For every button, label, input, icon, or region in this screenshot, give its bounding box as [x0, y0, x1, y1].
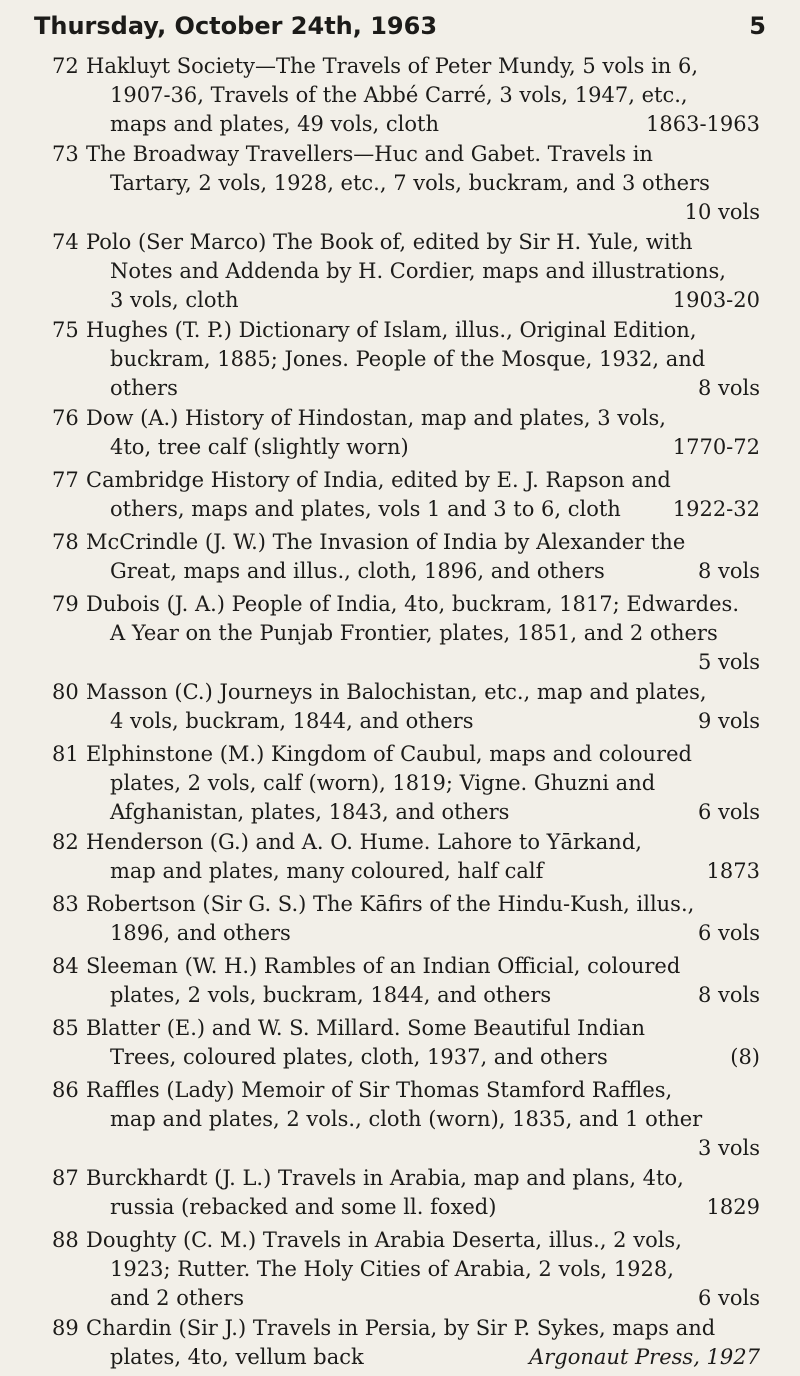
lot-description-line-1: McCrindle (J. W.) The Invasion of India by Alexander the — [86, 530, 686, 554]
lot-number: 75 — [52, 318, 79, 342]
lot-description-line-1: Polo (Ser Marco) The Book of, edited by Sir H. Yule, with — [86, 230, 693, 254]
lot-description-line-2: Great, maps and illus., cloth, 1896, and others — [110, 559, 605, 583]
lot-description-line-3: and 2 others — [110, 1286, 245, 1310]
lot-date-or-volumes: Argonaut Press, 1927 — [529, 1345, 760, 1369]
lot-number: 82 — [52, 830, 79, 854]
lot-entry — [0, 316, 800, 404]
lot-description-line-2: A Year on the Punjab Frontier, plates, 1851, and 2 others — [110, 621, 718, 645]
lot-description-line-2: 4 vols, buckram, 1844, and others — [110, 709, 474, 733]
lot-description-line-2: plates, 2 vols, buckram, 1844, and others — [110, 983, 552, 1007]
lot-date-or-volumes: 3 vols — [697, 1136, 760, 1160]
lot-entry — [0, 1314, 800, 1376]
lot-entry — [0, 1226, 800, 1314]
lot-date-or-volumes: 8 vols — [697, 983, 760, 1007]
lot-description-line-3: 3 vols, cloth — [110, 288, 239, 312]
lot-entry — [0, 404, 800, 466]
lot-number: 83 — [52, 892, 79, 916]
lot-date-or-volumes: 1829 — [706, 1195, 760, 1219]
lot-entry — [0, 1164, 800, 1226]
lot-date-or-volumes: 10 vols — [684, 200, 760, 224]
lot-number: 76 — [52, 406, 79, 430]
lot-description-line-2: others, maps and plates, vols 1 and 3 to 6, cloth — [110, 497, 621, 521]
lot-description-line-1: Hakluyt Society—The Travels of Peter Mundy, 5 vols in 6, — [86, 54, 699, 78]
lot-date-or-volumes: 1770-72 — [672, 435, 760, 459]
page-number: 5 — [749, 12, 766, 40]
lot-number: 73 — [52, 142, 79, 166]
lot-date-or-volumes: 6 vols — [697, 921, 760, 945]
lot-entry — [0, 890, 800, 952]
lot-entry — [0, 952, 800, 1014]
lot-number: 78 — [52, 530, 79, 554]
lot-description-line-1: Robertson (Sir G. S.) The Kāfirs of the Hindu-Kush, illus., — [86, 892, 695, 916]
lot-number: 89 — [52, 1316, 79, 1340]
page-header — [0, 6, 800, 52]
lot-description-line-1: Cambridge History of India, edited by E. J. Rapson and — [86, 468, 671, 492]
lot-description-line-3: maps and plates, 49 vols, cloth — [110, 112, 439, 136]
lot-date-or-volumes: 9 vols — [697, 709, 760, 733]
lot-description-line-2: 1896, and others — [110, 921, 291, 945]
lot-description-line-1: Raffles (Lady) Memoir of Sir Thomas Stamford Raffles, — [86, 1078, 673, 1102]
lot-number: 85 — [52, 1016, 79, 1040]
lot-entry — [0, 1014, 800, 1076]
lot-description-line-2: Tartary, 2 vols, 1928, etc., 7 vols, buckram, and 3 others — [110, 171, 710, 195]
lot-entry — [0, 828, 800, 890]
lot-description-line-2: buckram, 1885; Jones. People of the Mosque, 1932, and — [110, 347, 706, 371]
lot-entry — [0, 740, 800, 828]
lot-description-line-2: 1923; Rutter. The Holy Cities of Arabia, 2 vols, 1928, — [110, 1257, 674, 1281]
lot-number: 87 — [52, 1166, 79, 1190]
lot-description-line-1: The Broadway Travellers—Huc and Gabet. Travels in — [86, 142, 653, 166]
lot-date-or-volumes: (8) — [730, 1045, 760, 1069]
lot-description-line-1: Burckhardt (J. L.) Travels in Arabia, map and plans, 4to, — [86, 1166, 684, 1190]
lot-number: 74 — [52, 230, 79, 254]
lot-entry — [0, 466, 800, 528]
lot-date-or-volumes: 8 vols — [697, 559, 760, 583]
lot-description-line-2: 4to, tree calf (slightly worn) — [110, 435, 409, 459]
lot-description-line-2: 1907-36, Travels of the Abbé Carré, 3 vols, 1947, etc., — [110, 83, 688, 107]
lot-entry — [0, 228, 800, 316]
lot-description-line-1: Doughty (C. M.) Travels in Arabia Deserta, illus., 2 vols, — [86, 1228, 682, 1252]
lot-description-line-1: Dubois (J. A.) People of India, 4to, buckram, 1817; Edwardes. — [86, 592, 740, 616]
lot-description-line-2: Trees, coloured plates, cloth, 1937, and others — [110, 1045, 608, 1069]
lot-entry — [0, 678, 800, 740]
lot-description-line-3: others — [110, 376, 178, 400]
lot-description-line-1: Hughes (T. P.) Dictionary of Islam, illus., Original Edition, — [86, 318, 697, 342]
lot-date-or-volumes: 6 vols — [697, 800, 760, 824]
lot-number: 81 — [52, 742, 79, 766]
lot-description-line-1: Elphinstone (M.) Kingdom of Caubul, maps and coloured — [86, 742, 692, 766]
lot-entry — [0, 52, 800, 140]
lot-description-line-1: Masson (C.) Journeys in Balochistan, etc., map and plates, — [86, 680, 707, 704]
lot-date-or-volumes: 5 vols — [697, 650, 760, 674]
lot-number: 88 — [52, 1228, 79, 1252]
lot-description-line-1: Henderson (G.) and A. O. Hume. Lahore to Yārkand, — [86, 830, 642, 854]
lot-date-or-volumes: 1922-32 — [672, 497, 760, 521]
lot-description-line-2: map and plates, many coloured, half calf — [110, 859, 544, 883]
lot-date-or-volumes: 1863-1963 — [646, 112, 760, 136]
lot-number: 80 — [52, 680, 79, 704]
lot-date-or-volumes: 1873 — [706, 859, 760, 883]
lot-description-line-2: map and plates, 2 vols., cloth (worn), 1835, and 1 other — [110, 1107, 703, 1131]
lot-date-or-volumes: 1903-20 — [672, 288, 760, 312]
lot-entry — [0, 590, 800, 678]
lot-description-line-1: Dow (A.) History of Hindostan, map and plates, 3 vols, — [86, 406, 666, 430]
lot-description-line-1: Sleeman (W. H.) Rambles of an Indian Official, coloured — [86, 954, 681, 978]
lot-description-line-2: plates, 4to, vellum back — [110, 1345, 364, 1369]
lot-date-or-volumes: 8 vols — [697, 376, 760, 400]
lot-description-line-1: Chardin (Sir J.) Travels in Persia, by Sir P. Sykes, maps and — [86, 1316, 716, 1340]
lot-description-line-3: Afghanistan, plates, 1843, and others — [110, 800, 510, 824]
lot-date-or-volumes: 6 vols — [697, 1286, 760, 1310]
lot-entry — [0, 140, 800, 228]
lot-description-line-2: russia (rebacked and some ll. foxed) — [110, 1195, 497, 1219]
lot-number: 86 — [52, 1078, 79, 1102]
lot-number: 79 — [52, 592, 79, 616]
lot-number: 77 — [52, 468, 79, 492]
lot-number: 84 — [52, 954, 79, 978]
lot-description-line-2: Notes and Addenda by H. Cordier, maps and illustrations, — [110, 259, 726, 283]
lot-list — [0, 52, 800, 1376]
header-date: Thursday, October 24th, 1963 — [34, 12, 438, 40]
lot-description-line-1: Blatter (E.) and W. S. Millard. Some Beautiful Indian — [86, 1016, 645, 1040]
lot-entry — [0, 528, 800, 590]
lot-number: 72 — [52, 54, 79, 78]
lot-description-line-2: plates, 2 vols, calf (worn), 1819; Vigne. Ghuzni and — [110, 771, 656, 795]
lot-entry — [0, 1076, 800, 1164]
